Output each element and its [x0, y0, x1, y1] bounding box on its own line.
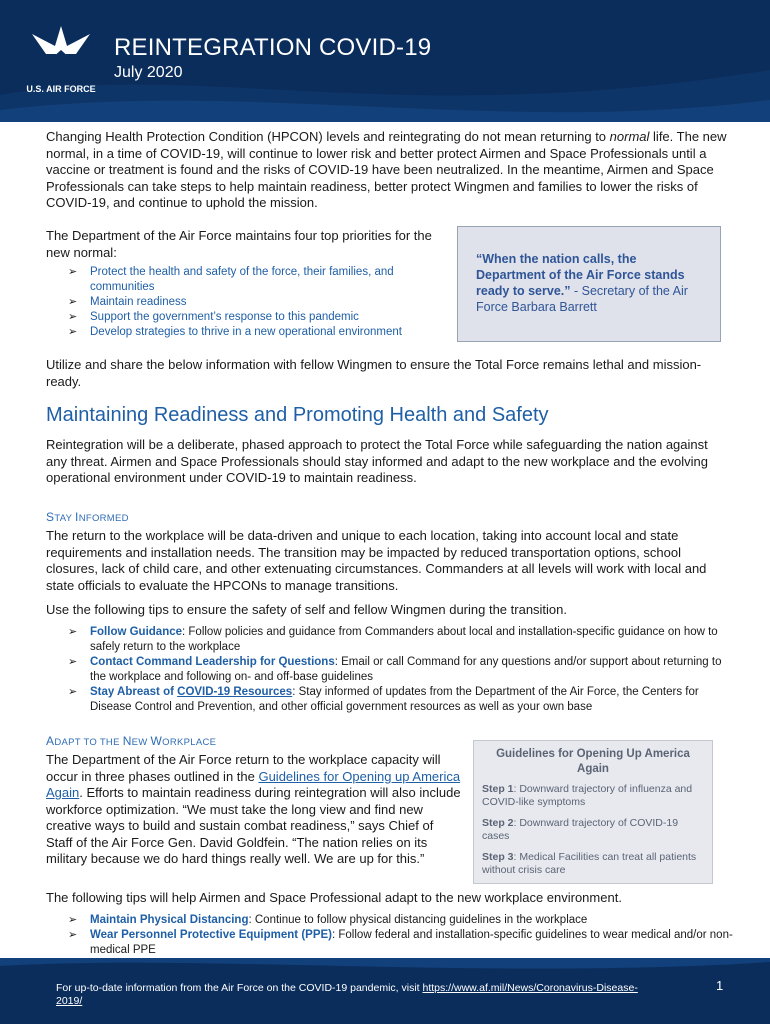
adapt-body: The Department of the Air Force return to the workplace capacity will occur in three phases outlined in the Guidelines for Opening up America Again. Efforts to maintain readiness during reintegration will also include workforce optimization. “We must take the long view and find new creative ways to build and sustain combat readiness,” says Chief of Staff of the Air Force Gen. David Goldfein. “The nation relies on its military because we do hard things really well. We are up for this.”: [46, 752, 461, 866]
intro-emphasis: normal: [609, 129, 650, 144]
intro-text-2: life. The new normal, in a time of COVID-19, will continue to lower risk and better protect Airmen and Space Professionals until a vaccine or treatment is found and the risks of COVID-19 have been neutralized. In the meantime, Airmen and Space Professionals can take steps to help maintain readiness, better protect Wingmen and families to lower the risks of COVID-19, and continue to uphold the mission.: [46, 129, 727, 210]
share-paragraph: Utilize and share the below information with fellow Wingmen to ensure the Total Force remains lethal and mission-ready.: [46, 357, 702, 389]
guideline-step: Step 2: Downward trajectory of COVID-19 cases: [482, 817, 679, 842]
list-item: ➢ Contact Command Leadership for Questions: Email or call Command for any questions and/or support about returning to the workplace and following on- and off-base guidelines: [68, 656, 722, 683]
quote-attribution: - Secretary of the Air Force Barbara Barrett: [476, 284, 688, 314]
priorities-list: [46, 265, 446, 340]
list-item: ➢ Maintain Physical Distancing: Continue to follow physical distancing guidelines in the workplace: [68, 914, 588, 926]
stay-informed-body: The return to the workplace will be data-driven and unique to each location, taking into account local and state requirements and installation needs. The transition may be impacted by reduced transportation options, school closures, lack of child care, and other extenuating circumstances. Commanders at all levels will work with local and state officials to evaluate the HPCONs to manage transitions.: [46, 528, 707, 593]
guidelines-title: Guidelines for Opening Up America Again: [496, 748, 690, 775]
adapt-tips-lead: The following tips will help Airmen and Space Professional adapt to the new workplace environment.: [46, 890, 622, 905]
section-heading: Maintaining Readiness and Promoting Health and Safety: [46, 404, 549, 426]
intro-text-1: Changing Health Protection Condition (HPCON) levels and reintegrating do not mean returning to: [46, 129, 607, 144]
stay-informed-heading: STAY INFORMED: [46, 510, 129, 524]
page-header: [0, 0, 770, 122]
arrow-bullet-icon: ➢: [68, 326, 78, 338]
arrow-bullet-icon: ➢: [68, 296, 78, 308]
air-force-logo: [18, 20, 104, 100]
arrow-bullet-icon: ➢: [68, 266, 78, 278]
priorities-lead: The Department of the Air Force maintains four top priorities for the new normal:: [46, 228, 432, 260]
stay-informed-tips: [46, 625, 736, 715]
footer-link[interactable]: https://www.af.mil/News/Coronavirus-Disease-2019/: [56, 982, 638, 1007]
arrow-bullet-icon: ➢: [68, 656, 78, 668]
list-item: ➢ Maintain readiness: [68, 296, 187, 308]
priorities-block: [46, 228, 446, 340]
list-item: ➢ Follow Guidance: Follow policies and guidance from Commanders about local and installation-specific guidance on how to safely return to the workplace: [68, 626, 718, 653]
adapt-heading: ADAPT TO THE NEW WORKPLACE: [46, 734, 217, 748]
adapt-tips: [46, 913, 736, 958]
page-footer: [0, 958, 770, 1024]
list-item: ➢ Wear Personnel Protective Equipment (PPE): Follow federal and installation-specific guidelines to wear medical and/or non-medical PPE: [68, 929, 733, 956]
arrow-bullet-icon: ➢: [68, 929, 78, 941]
list-item: ➢ Develop strategies to thrive in a new operational environment: [68, 326, 402, 338]
arrow-bullet-icon: ➢: [68, 914, 78, 926]
section-intro: Reintegration will be a deliberate, phased approach to protect the Total Force while safeguarding the nation against any threat. Airmen and Space Professionals should stay informed and adapt to the new workplace and the evolving operational environment under COVID-19 to maintain readiness.: [46, 437, 708, 485]
page-number: 1: [716, 978, 724, 993]
stay-informed-tips-lead: Use the following tips to ensure the safety of self and fellow Wingmen during the transition.: [46, 602, 568, 617]
guidelines-link[interactable]: Guidelines for Opening up America Again: [46, 768, 461, 800]
guideline-step: Step 3: Medical Facilities can treat all patients without crisis care: [482, 851, 697, 876]
arrow-bullet-icon: ➢: [68, 311, 78, 323]
document-title: REINTEGRATION COVID-19: [114, 34, 432, 61]
list-item: ➢ Protect the health and safety of the force, their families, and communities: [68, 266, 394, 293]
quote-text: “When the nation calls, the Department of the Air Force stands ready to serve.”: [476, 252, 685, 298]
logo-wordmark: U.S. AIR FORCE: [26, 84, 96, 94]
guidelines-callout: [473, 740, 713, 884]
quote-callout: [457, 226, 721, 342]
covid-resources-link[interactable]: COVID-19 Resources: [177, 686, 293, 698]
guideline-step: Step 1: Downward trajectory of influenza and COVID-like symptoms: [482, 783, 693, 808]
arrow-bullet-icon: ➢: [68, 626, 78, 638]
document-date: July 2020: [114, 64, 183, 81]
intro-paragraph: [46, 129, 728, 212]
arrow-bullet-icon: ➢: [68, 686, 78, 698]
footer-text: For up-to-date information from the Air Force on the COVID-19 pandemic, visit https://www.af.mil/News/Coronavirus-Disease-2019/: [56, 982, 638, 1007]
list-item: ➢ Stay Abreast of COVID-19 Resources: Stay informed of updates from the Department of the Air Force, the Centers for Disease Control and Prevention, and other official government resources as well as your own base: [68, 686, 699, 713]
list-item: ➢ Support the government’s response to this pandemic: [68, 311, 359, 323]
